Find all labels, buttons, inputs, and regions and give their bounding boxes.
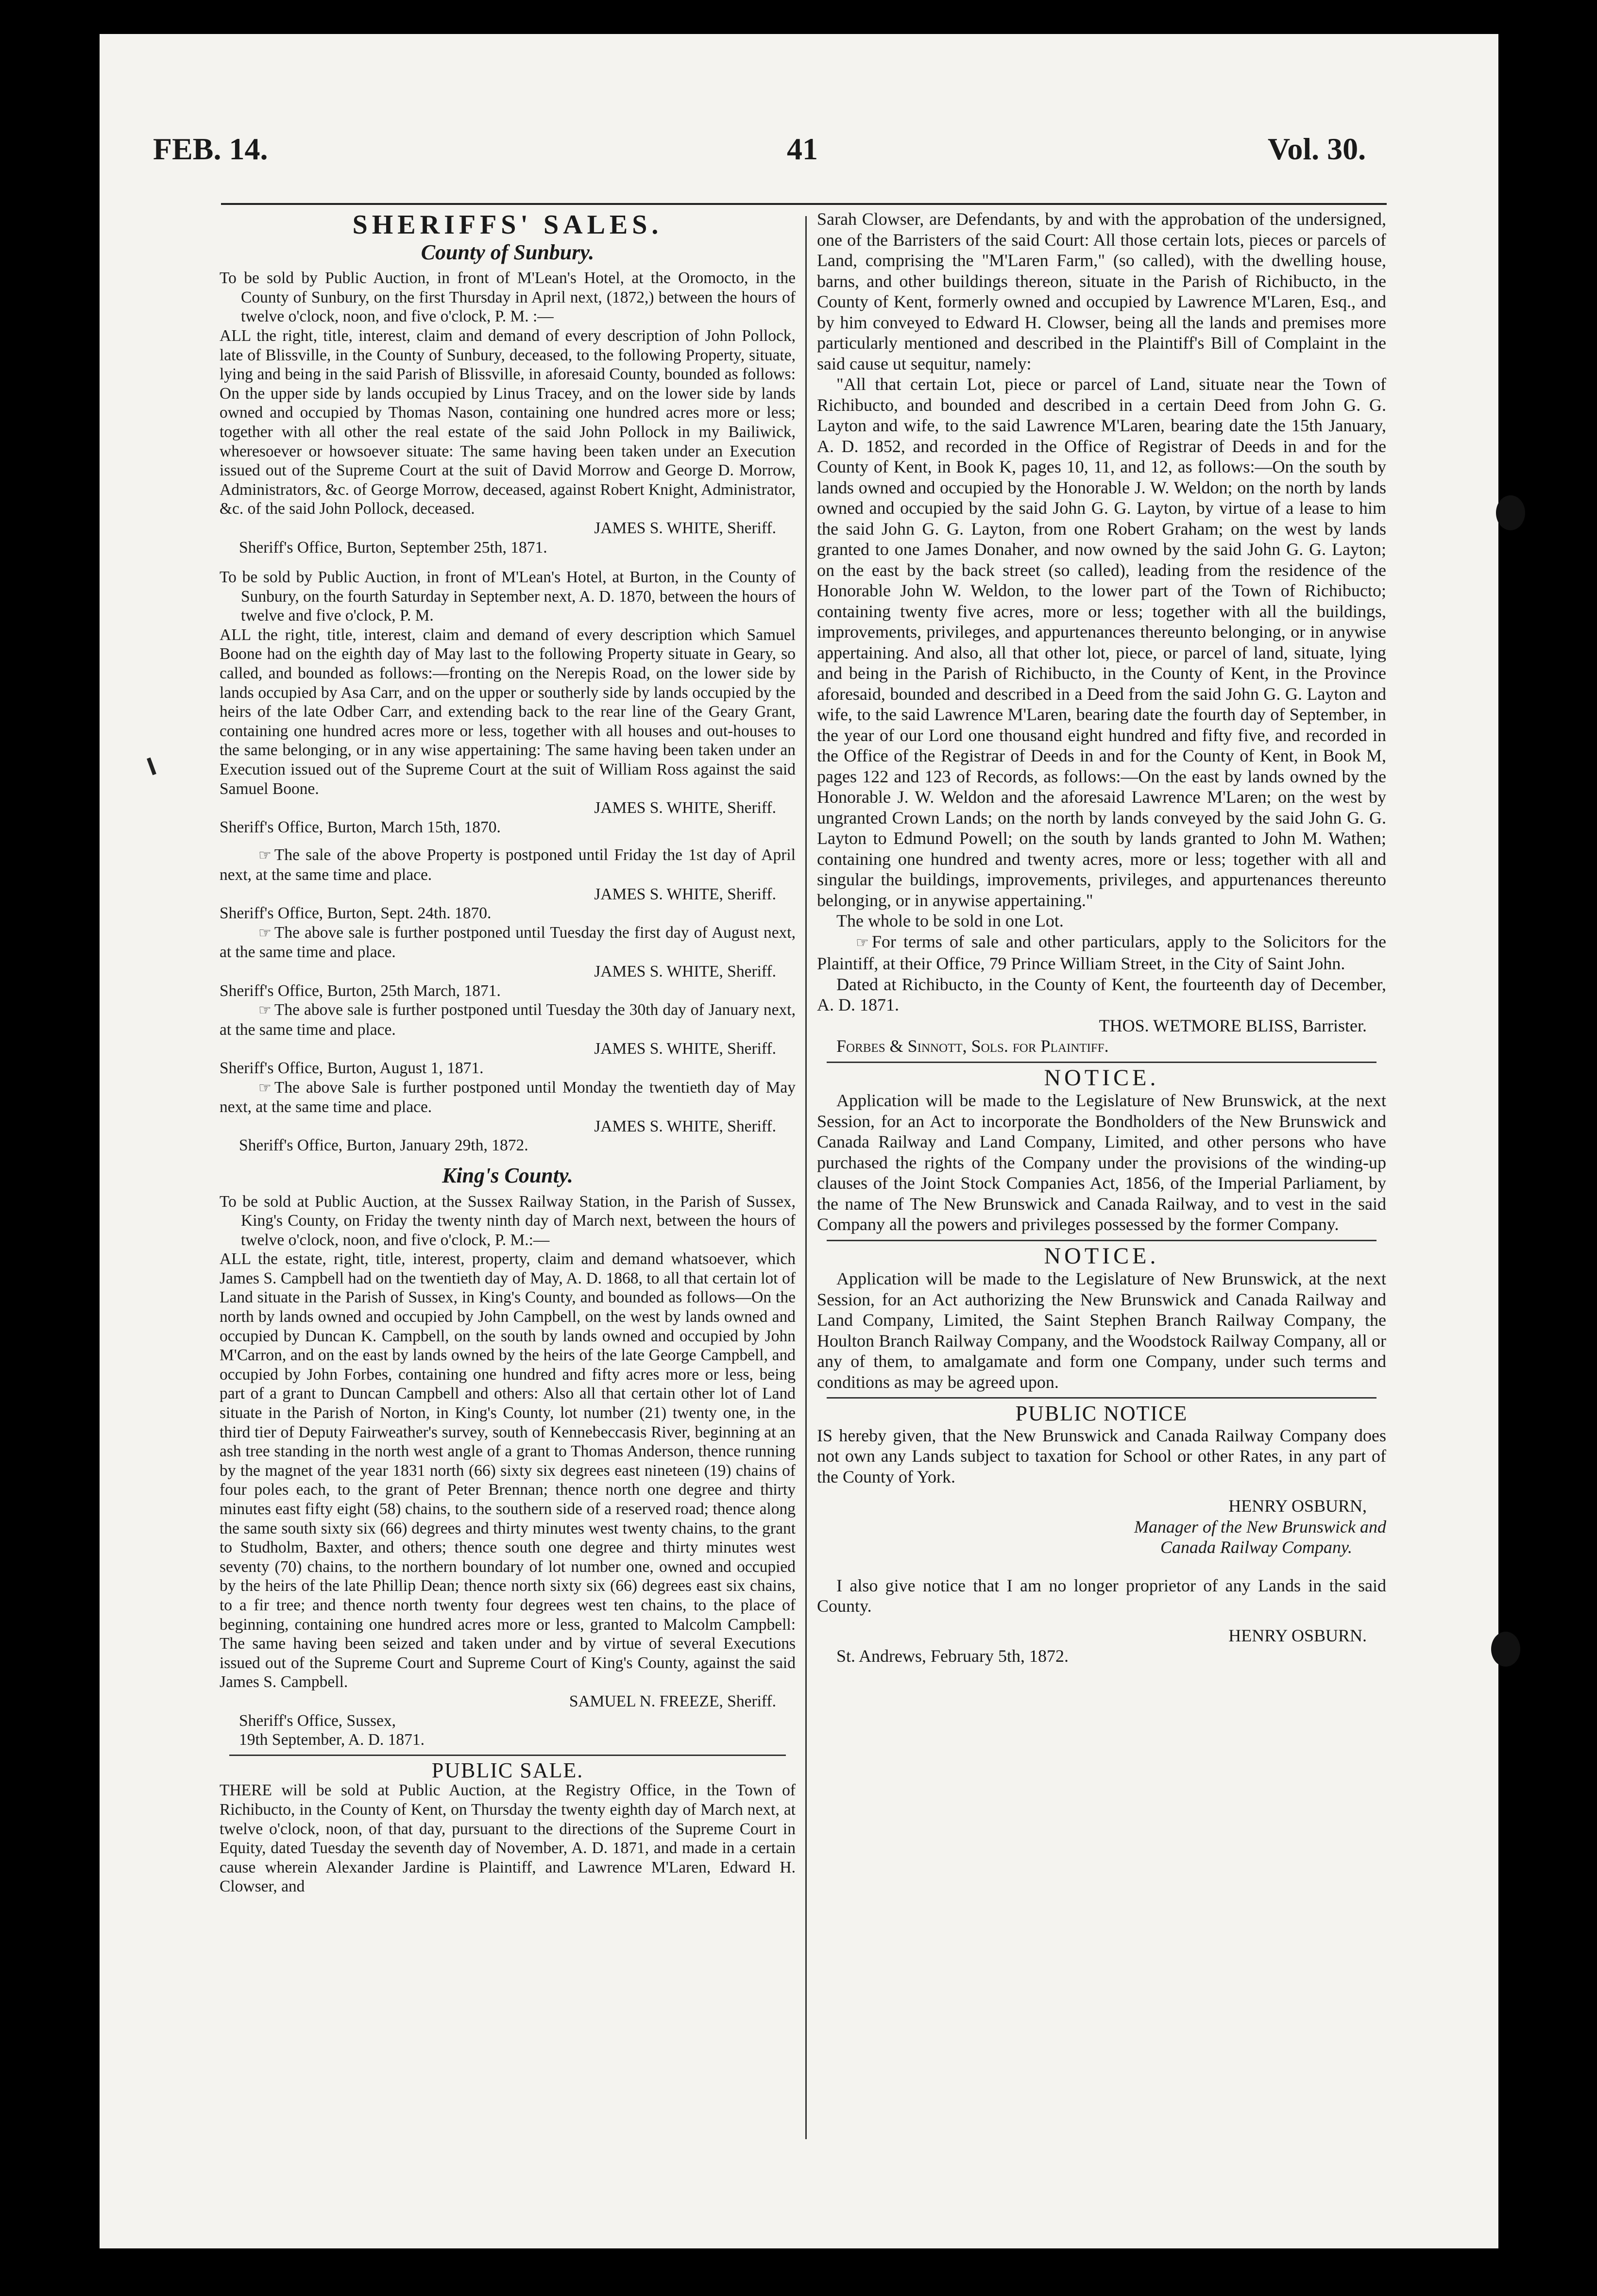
postponement-notice: ☞ The sale of the above Property is postponed until Friday the 1st day of April next, at the same time and place. — [220, 846, 796, 884]
barrister-signature: THOS. WETMORE BLISS, Barrister. — [1099, 1015, 1367, 1035]
header-date: FEB. 14. — [153, 132, 268, 166]
sheriff-signature: JAMES S. WHITE, Sheriff. — [594, 962, 776, 980]
section-divider — [827, 1062, 1376, 1063]
left-column — [220, 209, 796, 1896]
sheriff-office: Sheriff's Office, Burton, Sept. 24th. 1870. — [220, 904, 492, 923]
sale-body: ALL the right, title, interest, claim and demand of every description of John Pollock, late of Blissville, in the County of Sunbury, deceased, to the following Property, situate, lying and being in the said Parish of Blissville, in aforesaid County, bounded as follows: On the upper side by lands occupied by Linus Tracey, and on the lower side by lands owned and occupied by Thomas Nason, containing one hundred acres more or less; together with all other the real estate of the said John Pollock in my Bailiwick, wheresoever or howsoever situate: The same having been taken under an Execution issued out of the Supreme Court at the suit of David Morrow and George D. Morrow, Administrators, &c. of George Morrow, deceased, against Robert Knight, Administrator, &c. of the said John Pollock, deceased. — [220, 326, 796, 518]
sheriff-signature: JAMES S. WHITE, Sheriff. — [594, 1117, 776, 1135]
sheriff-office-date: 19th September, A. D. 1871. — [239, 1731, 425, 1749]
sale-body: ALL the estate, right, title, interest, property, claim and demand whatsoever, which James S. Campbell had on the twentieth day of May, A. D. 1868, to all that certain lot of Land situate in the Parish of Sussex, in King's County, and bounded as follows—On the north by lands owned and occupied by John Campbell, on the west by lands owned and occupied by Duncan K. Campbell, on the south by lands owned and occupied by John M'Carron, and on the east by lands owned by the heirs of the late George Campbell, and occupied by John Forbes, containing one hundred and fifty acres more or less, being part of a grant to Duncan Campbell and others: Also all that certain other lot of Land situate in the Parish of Norton, in King's County, lot number (21) twenty one, in the third tier of Deputy Fairweather's survey, south of Kennebeccasis River, beginning at an ash tree standing in the north west angle of a grant to Thomas Anderson, thence running by the magnet of the year 1831 north (66) sixty six degrees east nineteen (19) chains of four poles each, to the grant of Peter Brennan; thence north one degree and thirty minutes east fifty eight (58) chains, to the southern side of a reserved road; thence along the same south sixty six (66) degrees and thirty minutes west twenty chains, to the grant to Studholm, Baxter, and others; thence south one degree and thirty minutes west seventy (70) chains, to the northern boundary of lot number one, owned and occupied by the heirs of the late Phillip Dean; thence north sixty six (66) degrees east six chains, to a fir tree; and thence north twenty four degrees west ten chains, to the place of beginning, containing one hundred acres more or less, granted to Malcolm Campbell: The same having been seized and taken under and by virtue of several Executions issued out of the Supreme Court and Supreme Court of King's County, against the said James S. Campbell. — [220, 1250, 796, 1691]
postponement-notice: ☞ The above sale is further postponed until Tuesday the 30th day of January next, at the same time and place. — [220, 1001, 796, 1039]
section-divider — [229, 1755, 786, 1756]
sheriff-signature: JAMES S. WHITE, Sheriff. — [594, 519, 776, 537]
manager-title: Canada Railway Company. — [1160, 1537, 1352, 1557]
sale-intro: To be sold by Public Auction, in front of M'Lean's Hotel, at Burton, in the County of Sunbury, on the fourth Saturday in September next, A. D. 1870, between the hours of twelve and five o'clock, P. M. — [220, 568, 796, 625]
public-sale-title: PUBLIC SALE. — [431, 1758, 584, 1782]
notice-body: I also give notice that I am no longer proprietor of any Lands in the said County. — [817, 1575, 1386, 1616]
section-divider — [827, 1397, 1376, 1399]
binding-hole — [1491, 1632, 1520, 1667]
solicitors-line: Forbes & Sinnott, Sols. for Plaintiff. — [836, 1036, 1109, 1056]
sheriff-signature: JAMES S. WHITE, Sheriff. — [594, 885, 776, 903]
sheriff-office: Sheriff's Office, Sussex, — [239, 1711, 396, 1730]
notice-body: Application will be made to the Legislature of New Brunswick, at the next Session, for an Act authorizing the New Brunswick and Canada Railway and Land Company, Limited, the Saint Stephen Branch Railway Company, the Houlton Branch Railway Company, and the Woodstock Railway Company, all or any of them, to amalgamate and form one Company, under such terms and conditions as may be agreed upon. — [817, 1269, 1386, 1392]
terms-note: ☞ For terms of sale and other particulars, apply to the Solicitors for the Plaintiff, at their Office, 79 Prince William Street, in the City of Saint John. — [817, 931, 1386, 973]
postponement-notice: ☞ The above sale is further postponed until Tuesday the first day of August next, at the same time and place. — [220, 923, 796, 962]
dated-line: Dated at Richibucto, in the County of Kent, the fourteenth day of December, A. D. 1871. — [817, 974, 1386, 1014]
pointing-hand-icon: ☞ — [258, 925, 272, 941]
deed-quote: "All that certain Lot, piece or parcel of Land, situate near the Town of Richibucto, and bounded and described in a certain Deed from John G. G. Layton and wife, to the said Lawrence M'Laren, bearing date the 15th January, A. D. 1852, and recorded in the Office of Registrar of Deeds in and for the County of Kent, in Book K, pages 10, 11, and 12, as follows:—On the south by lands owned and occupied by the Honorable J. W. Weldon; on the north by lands owned and occupied by the said John G. G. Layton, by virtue of a lease to him the said John G. G. Layton, from one Robert Graham; on the west by lands granted to one James Donaher, and now owned by the said John G. G. Layton; on the east by the back street (so called), leading from the residence of the Honorable John W. Weldon, to the lower part of the Town of Richibucto; containing twenty five acres, more or less; together with all the buildings, improvements, privileges, and appurtenances thereunto belonging, or in anywise appertaining. And also, all that other lot, piece, or parcel of land, situate, lying and being in the Parish of Richibucto, in the County of Kent, in the Province aforesaid, bounded and described in a Deed from the said John G. G. Layton and wife, to the said Lawrence M'Laren, bearing date the fourth day of September, in the year of our Lord one thousand eight hundred and fifty five, and recorded in the Office of the Registrar of Deeds in and for the County of Kent, in Book M, pages 122 and 123 of Records, as follows:—On the east by lands owned by the Honorable J. W. Weldon and the aforesaid Lawrence M'Laren; on the west by ungranted Crown Lands; on the north by lands conveyed by the said John G. G. Layton to Edmund Powell; on the south by lands granted to John M. Wathen; containing one hundred and twenty acres, more or less; together with all and singular the buildings, improvements, privileges, and appurtenances thereunto belonging, or in anywise appertaining." — [817, 374, 1386, 910]
binding-hole — [1496, 495, 1525, 530]
county-heading: County of Sunbury. — [421, 240, 595, 264]
header-rule — [221, 203, 1387, 205]
right-column — [817, 209, 1386, 1667]
pointing-hand-icon: ☞ — [856, 934, 869, 951]
notice-body: Application will be made to the Legislature of New Brunswick, at the next Session, for an Act to incorporate the Bondholders of the New Brunswick and Canada Railway and Land Company, Limited, and other persons who have purchased the rights of the Company under the provisions of the winding-up clauses of the Joint Stock Companies Act, 1856, of the Imperial Parliament, by the name of The New Brunswick and Canada Railway, and to vest in the said Company all the powers and privileges possessed by the former Company. — [817, 1091, 1386, 1234]
notice-title: NOTICE. — [1044, 1243, 1159, 1269]
county-heading: King's County. — [442, 1163, 573, 1187]
sale-body: ALL the right, title, interest, claim and demand of every description which Samuel Boone had on the eighth day of May last to the following Property situate in Geary, so called, and bounded as follows:—fronting on the Nerepis Road, on the lower side by lands occupied by Asa Carr, and on the upper or southerly side by lands occupied by the heirs of the late Odber Carr, and extending back to the rear line of the Geary Grant, containing one hundred acres more or less, together with all houses and out-houses to the same belonging, or in any wise appertaining: The same having been taken under an Execution issued out of the Supreme Court at the suit of William Ross against the said Samuel Boone. — [220, 625, 796, 798]
sale-intro: To be sold by Public Auction, in front of M'Lean's Hotel, at the Oromocto, in the County of Sunbury, on the first Thursday in April next, (1872,) between the hours of twelve o'clock, noon, and five o'clock, P. M. :— — [220, 269, 796, 326]
sheriff-office: Sheriff's Office, Burton, August 1, 1871. — [220, 1059, 484, 1077]
postponement-notice: ☞ The above Sale is further postponed until Monday the twentieth day of May next, at the same time and place. — [220, 1078, 796, 1116]
manager-signature: HENRY OSBURN, — [1228, 1496, 1367, 1516]
section-title: SHERIFFS' SALES. — [352, 210, 663, 240]
pointing-hand-icon: ☞ — [258, 1080, 272, 1096]
section-divider — [827, 1240, 1376, 1241]
public-notice-body: IS hereby given, that the New Brunswick and Canada Railway Company does not own any Lands subject to taxation for School or other Rates, in any part of the County of York. — [817, 1425, 1386, 1486]
sale-lot-note: The whole to be sold in one Lot. — [836, 911, 1064, 930]
pointing-hand-icon: ☞ — [258, 1002, 272, 1019]
pointing-hand-icon: ☞ — [258, 847, 272, 864]
public-sale-body: THERE will be sold at Public Auction, at the Registry Office, in the Town of Richibucto, in the County of Kent, on Thursday the twenty eighth day of March next, at twelve o'clock, noon, of that day, pursuant to the directions of the Supreme Court in Equity, dated Tuesday the seventh day of November, A. D. 1871, and made in a certain cause wherein Alexander Jardine is Plaintiff, and Lawrence M'Laren, Edward H. Clowser, and — [220, 1781, 796, 1896]
public-notice-title: PUBLIC NOTICE — [1015, 1401, 1188, 1425]
sheriff-signature: JAMES S. WHITE, Sheriff. — [594, 1040, 776, 1058]
sheriff-office: Sheriff's Office, Burton, September 25th, 1871. — [239, 538, 547, 557]
column-rule — [805, 216, 807, 2139]
sheriff-signature: JAMES S. WHITE, Sheriff. — [594, 799, 776, 817]
manager-signature: HENRY OSBURN. — [1228, 1625, 1367, 1645]
sheriff-signature: SAMUEL N. FREEZE, Sheriff. — [569, 1692, 776, 1710]
sheriff-office: Sheriff's Office, Burton, January 29th, 1872. — [239, 1136, 528, 1155]
sheriff-office: Sheriff's Office, Burton, 25th March, 1871. — [220, 981, 501, 1000]
sale-intro: To be sold at Public Auction, at the Sussex Railway Station, in the Parish of Sussex, King's County, on Friday the twenty ninth day of March next, between the hours of twelve o'clock, noon, and five o'clock, P. M.:— — [220, 1192, 796, 1249]
public-sale-continued: Sarah Clowser, are Defendants, by and with the approbation of the undersigned, one of the Barristers of the said Court: All those certain lots, pieces or parcels of Land, comprising the "M'Laren Farm," (so called), with the dwelling house, barns, and other buildings thereon, situate in the Parish of Richibucto, in the County of Kent, formerly owned and occupied by Lawrence M'Laren, Esq., and by him conveyed to Edward H. Clowser, being all the lands and premises more particularly mentioned and described in the Plaintiff's Bill of Complaint in the said cause ut sequitur, namely: — [817, 209, 1386, 373]
sheriff-office: Sheriff's Office, Burton, March 15th, 1870. — [220, 818, 501, 836]
place-date: St. Andrews, February 5th, 1872. — [836, 1646, 1069, 1666]
volume-number: Vol. 30. — [1268, 132, 1366, 166]
manager-title: Manager of the New Brunswick and — [1134, 1517, 1386, 1536]
page-number: 41 — [787, 132, 818, 166]
notice-title: NOTICE. — [1044, 1064, 1159, 1091]
